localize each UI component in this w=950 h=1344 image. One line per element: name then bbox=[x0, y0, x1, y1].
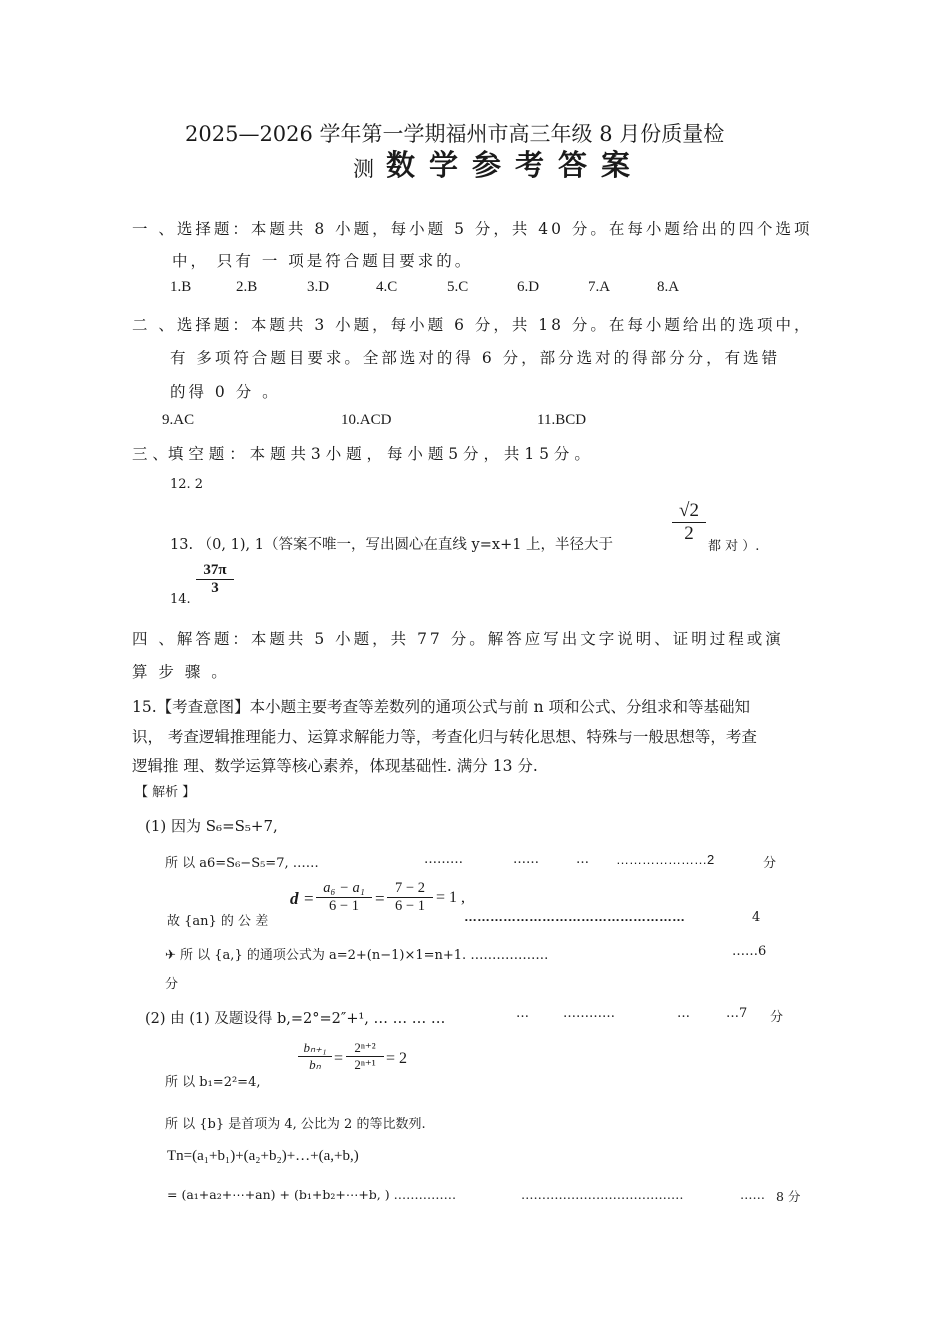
answer-14-label: 14. bbox=[170, 592, 191, 607]
q15-p5-a: (2) 由 (1) 及题设得 b,=2°=2″+¹, … … … … bbox=[145, 1011, 446, 1027]
page-title: 数学参考答案 bbox=[386, 148, 645, 182]
title-line-2-prefix: 测 bbox=[353, 157, 374, 181]
answer-14-numerator: 37π bbox=[203, 562, 227, 578]
q15-p2-c: …… bbox=[513, 852, 539, 867]
answer-4: 4.C bbox=[376, 279, 398, 295]
answer-13-denominator: 2 bbox=[684, 523, 694, 544]
q15-p5-score: 分 bbox=[770, 1010, 784, 1025]
q15-p5-b: … bbox=[516, 1006, 529, 1021]
q15-p6-f2-den: 2ⁿ⁺¹ bbox=[354, 1057, 376, 1072]
q15-p3-dots: …………………………………………… bbox=[464, 909, 685, 924]
answer-1: 1.B bbox=[170, 279, 192, 295]
q15-p5-c: ………… bbox=[563, 1006, 615, 1021]
q15-p3-a: 故 {an} 的 公 差 bbox=[167, 914, 269, 929]
q15-p9-c: …… bbox=[740, 1187, 765, 1202]
answer-13-tail: 都 对 ）. bbox=[708, 539, 760, 554]
q15-intro-2: 识， 考查逻辑推理能力、运算求解能力等，考查化归与转化思想、特殊与一般思想等，考查 bbox=[132, 728, 757, 746]
q15-p4-score: ……6 bbox=[732, 944, 767, 959]
q15-p9-score: 8 分 bbox=[776, 1189, 801, 1204]
q15-p6-result: = 2 bbox=[386, 1050, 408, 1067]
sec2-line-3: 的得 0 分 。 bbox=[170, 383, 281, 401]
answer-10: 10.ACD bbox=[341, 412, 392, 428]
q15-p6-f1-den: bₙ bbox=[309, 1057, 321, 1072]
q15-p7: 所 以 {b} 是首项为 4, 公比为 2 的等比数列. bbox=[165, 1117, 426, 1132]
q15-intro-1: 15.【考查意图】本小题主要考查等差数列的通项公式与前 n 项和公式、分组求和等基础知 bbox=[132, 698, 750, 716]
q15-p6: 所 以 b₁=2²=4, bbox=[165, 1075, 261, 1090]
q15-p6-f2-num: 2ⁿ⁺² bbox=[354, 1040, 376, 1055]
answer-14-denominator: 3 bbox=[211, 580, 219, 596]
q15-intro-3: 逻辑推 理、数学运算等核心素养，体现基础性. 满分 13 分. bbox=[132, 757, 538, 775]
q15-p2-b: ……… bbox=[424, 852, 463, 867]
sec1-line-1: 一 、选择题：本题共 8 小题，每小题 5 分，共 40 分。在每小题给出的四个选项 bbox=[132, 220, 813, 238]
q15-p3-f1-den: 6 − 1 bbox=[329, 898, 359, 914]
q15-p3-d: d bbox=[290, 889, 299, 908]
answer-13: 13. （0, 1), 1（答案不唯一，写出圆心在直线 y=x+1 上，半径大于 bbox=[170, 537, 614, 553]
q15-p3-result: = 1 , bbox=[436, 889, 466, 906]
q15-p3-f2-num: 7 − 2 bbox=[395, 880, 425, 896]
q15-p9-a: = (a₁+a₂+⋯+an) + (b₁+b₂+⋯+b, ) …………… bbox=[167, 1187, 457, 1202]
q15-p3-fraction-1 bbox=[316, 880, 372, 915]
answer-6: 6.D bbox=[517, 279, 540, 295]
q15-p6-fraction-2 bbox=[346, 1040, 384, 1073]
answer-2: 2.B bbox=[236, 279, 258, 295]
q15-p6-eq: = bbox=[334, 1050, 344, 1067]
q15-p6-f1-num: bₙ₊₁ bbox=[303, 1040, 327, 1055]
q15-p3-fraction-2 bbox=[387, 880, 433, 915]
q15-p1: (1) 因为 S₆=S₅+7, bbox=[145, 817, 278, 835]
q15-p8: Tn=(a₁+b₁)+(a₂+b₂)+…+(a,+b,) bbox=[167, 1148, 359, 1164]
q15-p3-f1-num: a₆ − a₁ bbox=[323, 880, 365, 896]
answer-12: 12. 2 bbox=[170, 477, 204, 492]
answer-9: 9.AC bbox=[162, 412, 195, 428]
title-line-1: 2025—2026 学年第一学期福州市高三年级 8 月份质量检 bbox=[185, 122, 725, 146]
q15-p3-eq: = bbox=[304, 889, 314, 908]
sec4-line-1: 四 、解答题：本题共 5 小题，共 77 分。解答应写出文字说明、证明过程或演 bbox=[132, 630, 784, 648]
q15-p9-b: ………………………………… bbox=[521, 1187, 684, 1202]
sec2-line-2: 有 多项符合题目要求。全部选对的得 6 分，部分选对的得部分分，有选错 bbox=[170, 349, 781, 367]
q15-p6-fraction-1 bbox=[298, 1040, 332, 1073]
sec2-line-1: 二 、选择题：本题共 3 小题，每小题 6 分，共 18 分。在每小题给出的选项中， bbox=[132, 316, 813, 334]
q15-p5-e: …7 bbox=[726, 1006, 748, 1021]
sec4-line-2: 算 步 骤 。 bbox=[132, 663, 230, 681]
q15-p4-unit: 分 bbox=[165, 977, 179, 992]
answer-5: 5.C bbox=[447, 279, 469, 295]
q15-jiexi: 【 解析 】 bbox=[135, 785, 196, 800]
answer-3: 3.D bbox=[307, 279, 330, 295]
answer-14-fraction bbox=[196, 562, 234, 597]
sec1-line-2: 中， 只有 一 项是符合题目要求的。 bbox=[172, 252, 474, 270]
q15-p3-score: 4 bbox=[752, 910, 761, 925]
answer-13-numerator: √2 bbox=[679, 500, 699, 521]
q15-p2-a: 所 以 a6=S₆−S₅=7, …… bbox=[165, 856, 319, 871]
q15-p2-score: 分 bbox=[763, 856, 777, 871]
answer-13-fraction bbox=[672, 500, 706, 545]
q15-p3-eq-2: = bbox=[375, 889, 385, 908]
sec3-line-1: 三 、填 空 题 ： 本 题 共 3 小 题 ， 每 小 题 5 分 ， 共 1 5 分 。 bbox=[132, 445, 590, 463]
q15-p2-e: …………………2 bbox=[616, 852, 715, 867]
q15-p2-d: … bbox=[576, 852, 589, 867]
q15-p3-f2-den: 6 − 1 bbox=[395, 898, 425, 914]
answer-7: 7.A bbox=[588, 279, 611, 295]
answer-11: 11.BCD bbox=[537, 412, 587, 428]
q15-p4: ✈ 所 以 {a,} 的通项公式为 a=2+(n−1)×1=n+1. ……………… bbox=[165, 948, 549, 963]
answer-8: 8.A bbox=[657, 279, 680, 295]
q15-p5-d: … bbox=[677, 1006, 690, 1021]
